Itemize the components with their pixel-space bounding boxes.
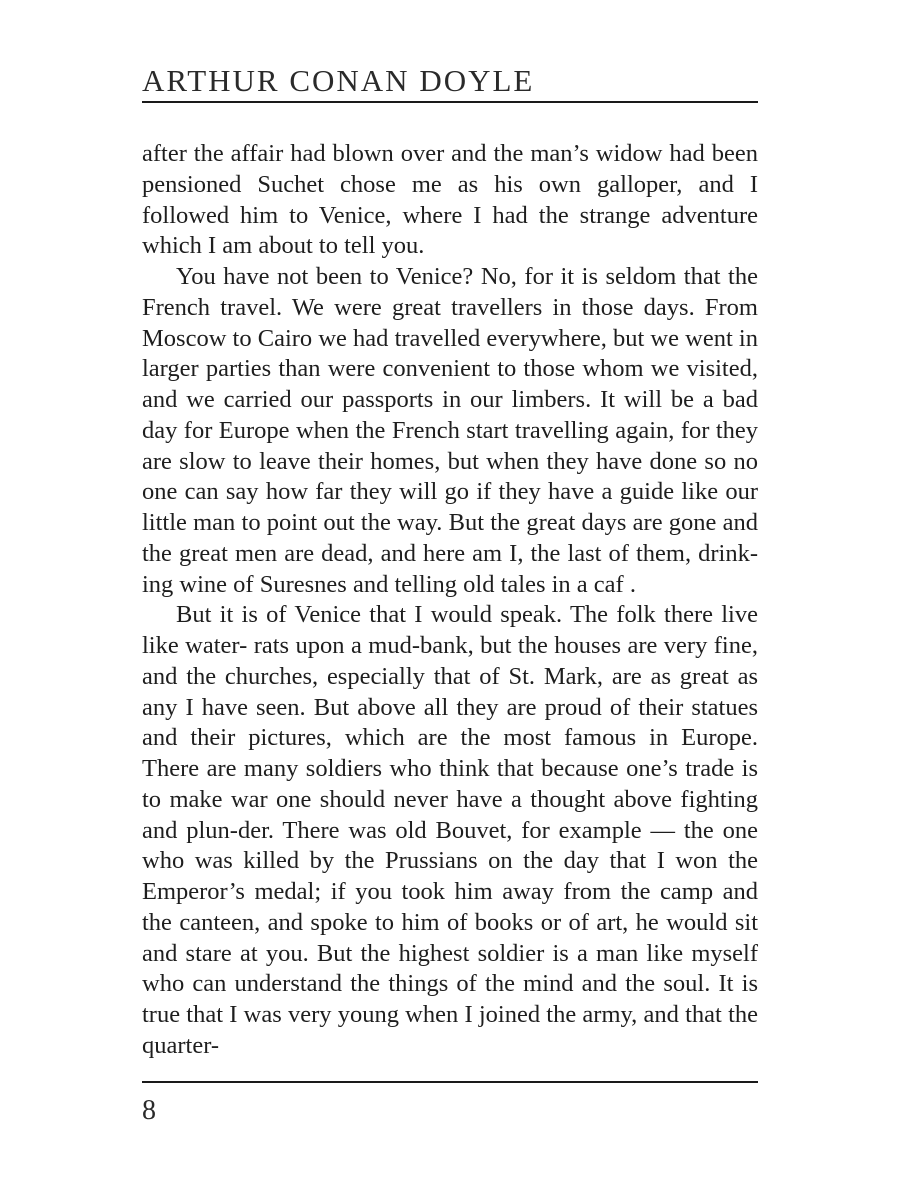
- paragraph-2: You have not been to Venice? No, for it is seldom that the French travel. We were great travellers in those days. From Moscow to Cairo we had travelled everywhere, but we went in larger parties than were convenient to those whom we visited, and we carried our passports in our limbers. It will be a bad day for Europe when the French start travelling again, for they are slow to leave their homes, but when they have done so no one can say how far they will go if they have a guide like our little man to point out the way. But the great days are gone and the great men are dead, and here am I, the last of them, drink-ing wine of Suresnes and telling old tales in a caf .: [142, 263, 758, 598]
- header-rule: [142, 101, 758, 103]
- running-header-author: ARTHUR CONAN DOYLE: [142, 63, 535, 98]
- footer-rule: [142, 1081, 758, 1083]
- paragraph-3: But it is of Venice that I would speak. The folk there live like water- rats upon a mud-bank, but the houses are very fine, and the churches, especially that of St. Mark, are as great as any I have seen. But above all they are proud of their statues and their pictures, which are the most famous in Europe. There are many soldiers who think that because one’s trade is to make war one should never have a thought above fighting and plun-der. There was old Bouvet, for example — the one who was killed by the Prussians on the day that I won the Emperor’s medal; if you took him away from the camp and the canteen, and spoke to him of books or of art, he would sit and stare at you. But the highest soldier is a man like myself who can understand the things of the mind and the soul. It is true that I was very young when I joined the army, and that the quarter-: [142, 601, 758, 1059]
- body-text: [142, 139, 758, 1062]
- paragraph-1: after the affair had blown over and the man’s widow had been pensioned Suchet chose me as his own galloper, and I followed him to Venice, where I had the strange adventure which I am about to tell you.: [142, 140, 758, 260]
- page-number: 8: [142, 1095, 156, 1126]
